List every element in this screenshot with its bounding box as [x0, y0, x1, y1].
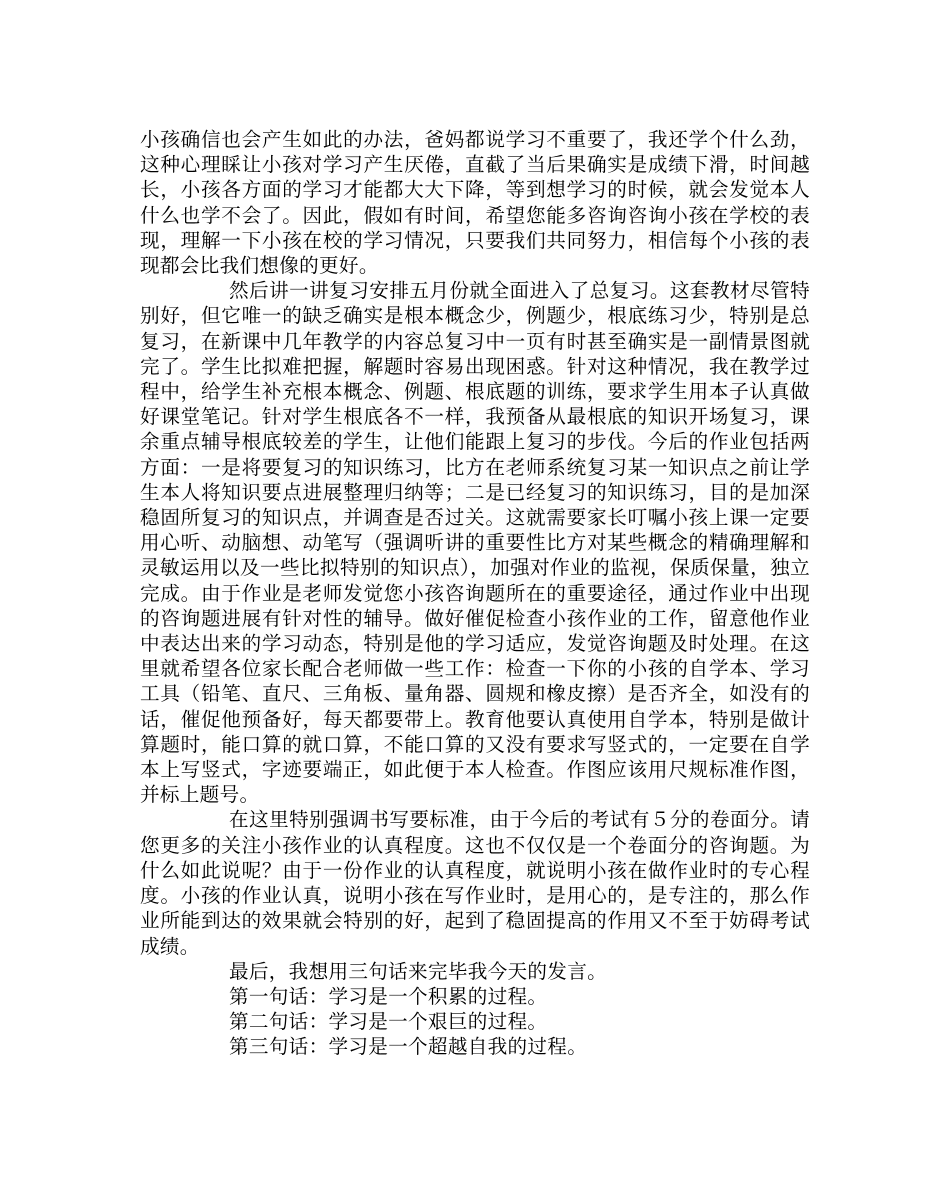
paragraph-3: 在这里特别强调书写要标准，由于今后的考试有５分的卷面分。请您更多的关注小孩作业的认真程度。这也不仅仅是一个卷面分的咨询题。为什么如此说呢？由于一份作业的认真程度，就说明小孩在做作业时的专心程度。小孩的作业认真，说明小孩在写作业时，是用心的，是专注的，那么作业所能到达的效果就会特别的好，起到了稳固提高的作用又不至于妨碍考试成绩。 — [140, 808, 810, 958]
sentence-3: 第三句话：学习是一个超越自我的过程。 — [229, 1035, 588, 1059]
paragraph-2: 然后讲一讲复习安排五月份就全面进入了总复习。这套教材尽管特别好，但它唯一的缺乏确实是根本概念少，例题少，根底练习少，特别是总复习，在新课中几年教学的内容总复习中一页有时甚至确实是一副情景图就完了。学生比拟难把握，解题时容易出现困惑。针对这种情况，我在教学过程中，给学生补充根本概念、例题、根底题的训练，要求学生用本子认真做好课堂笔记。针对学生根底各不一样，我预备从最根底的知识开场复习，课余重点辅导根底较差的学生，让他们能跟上复习的步伐。今后的作业包括两方面：一是将要复习的知识练习，比方在老师系统复习某一知识点之前让学生本人将知识要点进展整理归纳等；二是已经复习的知识练习，目的是加深稳固所复习的知识点，并调查是否过关。这就需要家长叮嘱小孩上课一定要用心听、动脑想、动笔写（强调听讲的重要性比方对某些概念的精确理解和灵敏运用以及一些比拟特别的知识点），加强对作业的监视，保质保量，独立完成。由于作业是老师发觉您小孩咨询题所在的重要途径，通过作业中出现的咨询题进展有针对性的辅导。做好催促检查小孩作业的工作，留意他作业中表达出来的学习动态，特别是他的学习适应，发觉咨询题及时处理。在这里就希望各位家长配合老师做一些工作：检查一下你的小孩的自学本、学习工具（铅笔、直尺、三角板、量角器、圆规和橡皮擦）是否齐全，如没有的话，催促他预备好，每天都要带上。教育他要认真使用自学本，特别是做计算题时，能口算的就口算，不能口算的又没有要求写竖式的，一定要在自学本上写竖式，字迹要端正，如此便于本人检查。作图应该用尺规标准作图，并标上题号。 — [140, 279, 810, 807]
closing-line: 最后，我想用三句话来完毕我今天的发言。 — [229, 959, 607, 983]
document-body — [140, 127, 810, 1060]
sentence-1: 第一句话：学习是一个积累的过程。 — [229, 984, 548, 1008]
sentence-2: 第二句话：学习是一个艰巨的过程。 — [229, 1010, 548, 1034]
paragraph-1: 小孩确信也会产生如此的办法，爸妈都说学习不重要了，我还学个什么劲，这种心理睬让小孩对学习产生厌倦，直截了当后果确实是成绩下滑，时间越长，小孩各方面的学习才能都大大下降，等到想学习的时候，就会发觉本人什么也学不会了。因此，假如有时间，希望您能多咨询咨询小孩在学校的表现，理解一下小孩在校的学习情况，只要我们共同努力，相信每个小孩的表现都会比我们想像的更好。 — [140, 128, 810, 278]
